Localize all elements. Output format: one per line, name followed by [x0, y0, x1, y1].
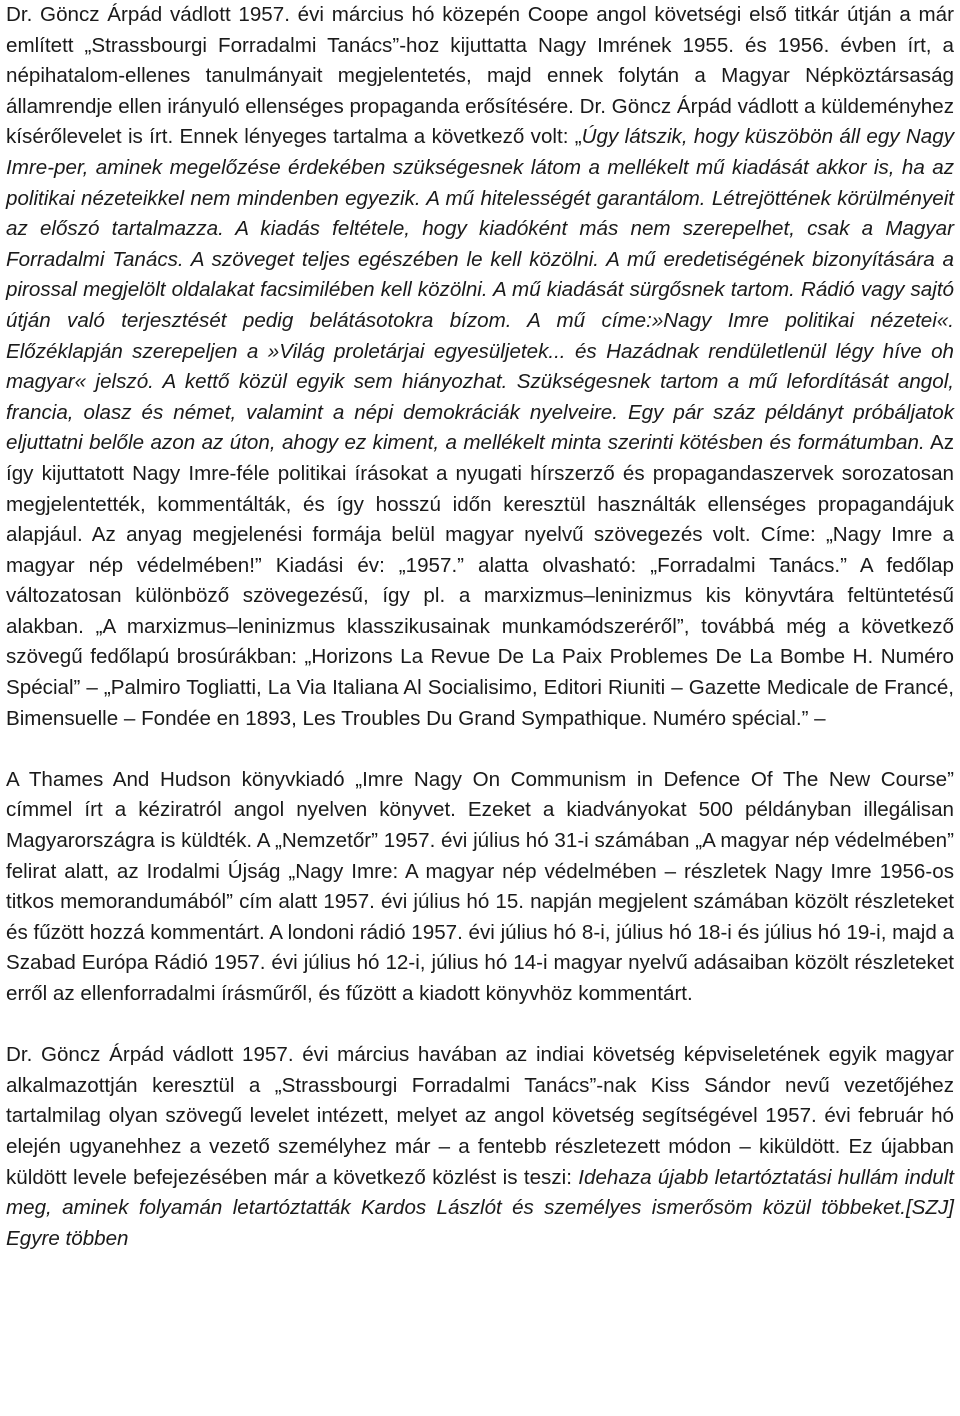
paragraph-spacer: [6, 1010, 954, 1041]
paragraph-1-lead: Dr. Göncz Árpád vádlott a küldeményhez kísérőlevelet is írt.: [6, 94, 954, 149]
paragraph-2: A Thames And Hudson könyvkiadó „Imre Nagy On Communism in Defence Of The New Course” címmel írt a kéziratról angol nyelven könyvet. Ezeket a kiadványokat 500 példányban illegálisan Magyarországra is küldték. A „Nemzetőr” 1957. évi július hó 31-i számában „A magyar nép védelmében” felirat alatt, az Irodalmi Újság „Nagy Imre: A magyar nép védelmében – részletek Nagy Imre 1956-os titkos memorandumából” cím alatt 1957. évi július hó 15. napján megjelent számában közölt részleteket és fűzött hozzá kommentárt. A londoni rádió 1957. évi július hó 8-i, július hó 18-i és július hó 19-i, majd a Szabad Európa Rádió 1957. évi július hó 12-i, július hó 14-i magyar nyelvű adásaiban közölt részleteket erről az ellenforradalmi írásműről, és fűzött a kiadott könyvhöz kommentárt.: [6, 767, 954, 1005]
paragraph-3: [6, 1040, 954, 1254]
paragraph-3-intro: Dr. Göncz Árpád vádlott 1957. évi március havában az indiai követség képviseletének egyik magyar alkalmazottján keresztül a „Strassbourgi Forradalmi Tanács”-nak Kiss Sándor nevű vezetőjéhez tartalmilag olyan szövegű levelet intézett, melyet az angol követség segítségével 1957. évi február hó elején ugyanehhez a vezető személyhez már – a fentebb részletezett módon – kiküldött. Ez újabban küldött levele befejezésében már a következő közlést is teszi:: [6, 1043, 954, 1189]
paragraph-1: [6, 0, 954, 734]
paragraph-1-quote: Úgy látszik, hogy küszöbön áll egy Nagy Imre-per, aminek megelőzése érdekében szükségesnek látom a mellékelt mű kiadását akkor is, ha az politikai nézeteikkel nem mindenben egyezik. A mű hitelességét garantálom. Létrejöttének körülményeit az előszó tartalmazza. A kiadás feltétele, hogy kiadóként más nem szerepelhet, csak a Magyar Forradalmi Tanács. A szöveget teljes egészében le kell közölni. A mű eredetiségének bizonyítására a pirossal megjelölt oldalakat facsimilében kell közölni. A mű kiadását sürgősnek tartom. Rádió vagy sajtó útján való terjesztését pedig belátásotokra bízom. A mű címe:»Nagy Imre politikai nézetei«. Előzéklapján szerepeljen a »Világ proletárjai egyesüljetek... és Hazádnak rendületlenül légy híve oh magyar« jelszó. A kettő közül egyik sem hiányozhat. Szükségesnek tartom a mű lefordítását angol, francia, olasz és német, valamint a népi demokráciák nyelveire. Egy pár száz példányt próbáljatok eljuttatni belőle azon az úton, ahogy ez kiment, a mellékelt minta szerinti kötésben és formátumban.: [6, 125, 954, 455]
paragraph-1-intro: Dr. Göncz Árpád vádlott 1957. évi március hó közepén Coope angol követségi első titkár útján a már említett „Strassbourgi Forradalmi Tanács”-hoz kijuttatta Nagy Imrének 1955. és 1956. évben írt, a népihatalom-ellenes tanulmányait megjelentetés, majd ennek folytán a Magyar Népköztársaság államrendje ellen irányuló ellenséges propaganda erősítésére.: [6, 3, 954, 118]
paragraph-1-bridge: Ennek lényeges tartalma a következő volt: „: [173, 125, 582, 149]
paragraph-1-rest: Az így kijuttatott Nagy Imre-féle politikai írásokat a nyugati hírszerző és propagandaszervek sorozatosan megjelentették, kommentálták, és így hosszú időn keresztül használták ellenséges propagandájuk alapjául. Az anyag megjelenési formája belül magyar nyelvű szövegezés volt. Címe: „Nagy Imre a magyar nép védelmében!” Kiadási év: „1957.” alatta olvasható: „Forradalmi Tanács.” A fedőlap változatosan különböző szövegezésű, így pl. a marxizmus–leninizmus kis könyvtára feltüntetésű alakban. „A marxizmus–leninizmus klasszikusainak munkamódszeréről”, továbbá még a következő szövegű fedőlapú brosúrákban: „Horizons La Revue De La Paix Problemes De La Bombe H. Numéro Spécial” – „Palmiro Togliatti, La Via Italiana Al Socialisimo, Editori Riuniti – Gazette Medicale de Francé, Bimensuelle – Fondée en 1893, Les Troubles Du Grand Sympathique. Numéro spécial.” –: [6, 431, 954, 730]
paragraph-spacer: [6, 734, 954, 765]
paragraph-3-quote: Idehaza újabb letartóztatási hullám indult meg, aminek folyamán letartóztatták Kardos Lászlót és személyes ismerősöm közül többeket.[SZJ] Egyre többen: [6, 1165, 955, 1250]
